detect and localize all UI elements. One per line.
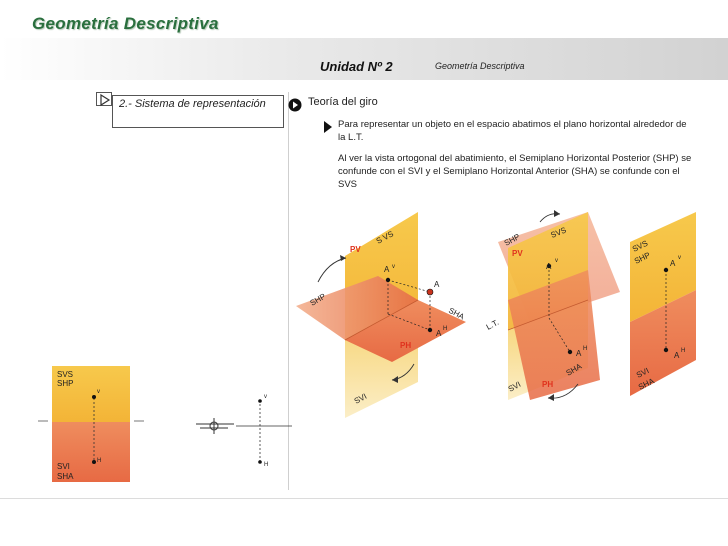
point-av <box>664 268 668 272</box>
point-ah <box>568 350 572 354</box>
rotation-arrow-bottom-head <box>548 394 554 401</box>
label-svs: SVS <box>57 370 74 379</box>
label-svi: SVI <box>634 366 651 380</box>
point-av <box>386 278 390 282</box>
label-svs: SVS <box>549 225 568 240</box>
label-ph: PH <box>542 380 554 389</box>
label-ah-sup: H <box>583 346 588 352</box>
label-svi: SVI <box>352 391 369 406</box>
label-svs: S VS <box>374 229 396 246</box>
point-av <box>258 399 262 403</box>
label-svs: SVS <box>630 238 650 254</box>
paragraph-2: Al ver la vista ortogonal del abatimiento, el Semiplano Horizontal Posterior (SHP) se confunde con el SVI y el Semiplano Horizontal Anterior (SHA) se confunde con el SVS <box>338 153 692 190</box>
label-ah-sup: H <box>681 348 686 354</box>
label-a-h: H <box>264 462 269 468</box>
label-svi: SVI <box>57 462 70 471</box>
footer-divider <box>0 498 728 499</box>
label-ah-sup: H <box>443 326 448 332</box>
unit-label: Unidad Nº 2 <box>320 59 393 74</box>
label-ah: A <box>576 349 582 358</box>
label-av: A <box>670 259 676 268</box>
label-sha: SHA <box>57 472 74 481</box>
label-a-h: H <box>97 458 102 464</box>
label-av: A <box>384 265 390 274</box>
label-sha: SHA <box>447 305 466 322</box>
label-shp: SHP <box>502 232 522 248</box>
point-av <box>92 395 96 399</box>
label-a-v: v <box>97 389 100 395</box>
label-lt: L.T. <box>484 317 501 332</box>
label-shp: SHP <box>308 291 328 308</box>
point-ah <box>664 348 668 352</box>
label-ph: PH <box>400 341 412 350</box>
label-shp: SHP <box>632 250 652 266</box>
topic-title: Teoría del giro <box>308 96 378 108</box>
label-sha: SHA <box>564 361 584 378</box>
point-a <box>427 289 433 295</box>
label-a: A <box>434 280 440 289</box>
figure-3d-rotation <box>485 210 620 401</box>
label-av: A <box>546 262 552 271</box>
label-av-sup: v <box>392 264 395 270</box>
unit-subtitle: Geometría Descriptiva <box>435 61 525 71</box>
label-svi: SVI <box>506 379 523 394</box>
figure-projection-left <box>38 366 144 482</box>
label-av-sup: v <box>555 258 558 264</box>
label-av-sup: v <box>678 255 681 261</box>
figure-3d-dihedral <box>296 212 466 418</box>
label-pv: PV <box>512 249 523 258</box>
label-ah: A <box>674 351 680 360</box>
figure-3d-folded <box>630 212 696 396</box>
label-ah: A <box>436 329 442 338</box>
figure-projection-middle <box>196 394 292 468</box>
point-ah <box>428 328 432 332</box>
section-label: 2.- Sistema de representación <box>112 95 284 128</box>
label-pv: PV <box>350 245 361 254</box>
document-title: Geometría Descriptiva <box>32 14 219 33</box>
label-shp: SHP <box>57 379 74 388</box>
point-ah <box>92 460 96 464</box>
label-a-v: v <box>264 394 267 400</box>
label-sha: SHA <box>636 376 656 392</box>
point-ah <box>258 460 262 464</box>
rotation-arrow-top-head <box>554 210 560 217</box>
paragraph-1: Para representar un objeto en el espacio abatimos el plano horizontal alrededor de la L.T. <box>338 119 687 143</box>
rotation-arrow-top <box>318 258 346 282</box>
